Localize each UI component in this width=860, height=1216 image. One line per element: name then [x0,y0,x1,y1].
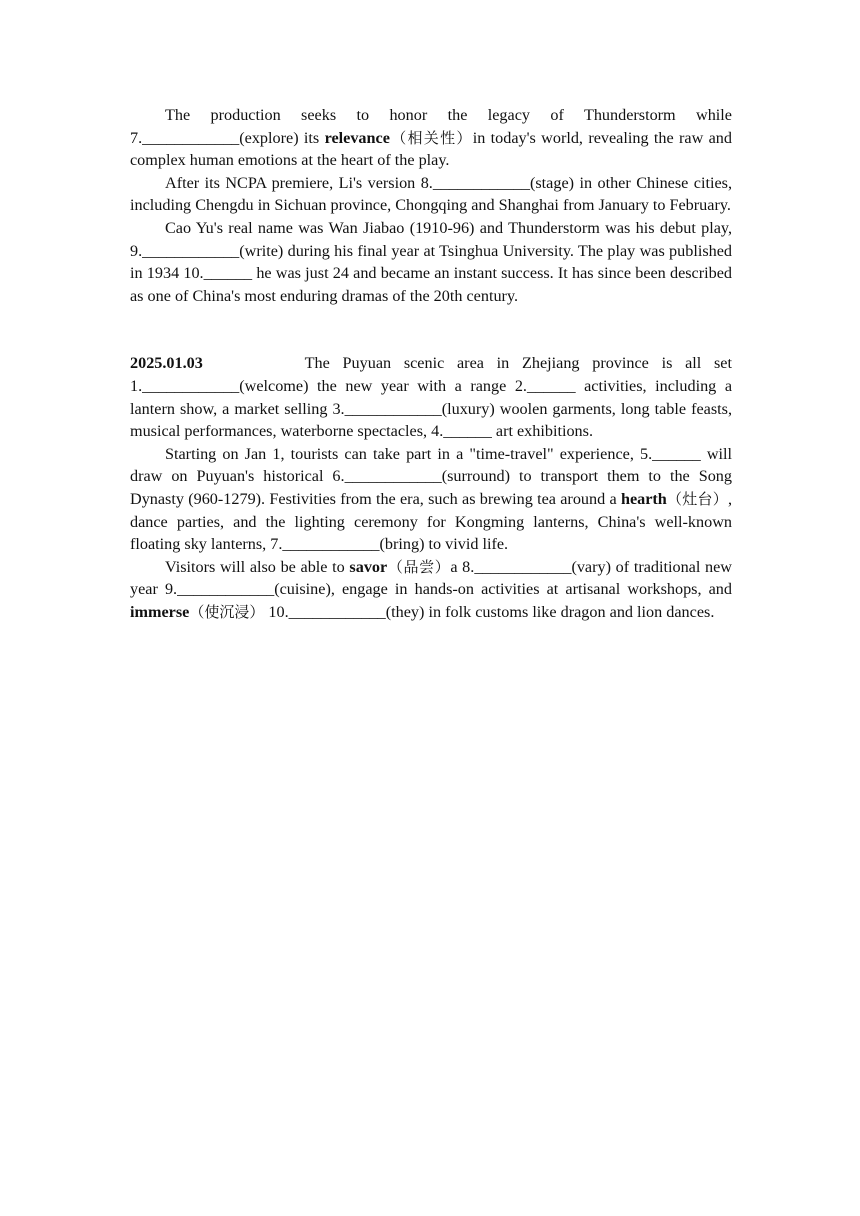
text-run: a 8.____________(vary) of traditional new year 9.____________(cuisine), engage in hands-on activities at artisanal workshops, and [130,557,732,599]
text-run: , dance parties, and the lighting ceremony for Kongming lanterns, China's well-known floating sky lanterns, 7.____________(bring) to vivid life. [130,489,732,554]
section-gap [130,307,732,352]
text-run: Visitors will also be able to [165,557,350,576]
text-run: in today's world, revealing the raw and complex human emotions at the heart of the play. [130,128,732,170]
text-run: Starting on Jan 1, tourists can take part in a "time-travel" experience, 5.______ will draw on Puyuan's historical 6.____________(surround) to transport them to the Song Dynasty (960-1279). Festivities from the era, such as brewing tea around a [130,444,732,508]
date-label: 2025.01.03 [130,354,203,373]
vocab-term: relevance [324,128,390,147]
paragraph-p2-2 [130,443,732,556]
text-run: The production seeks to honor the legacy of Thunderstorm while 7.____________(explore) its [130,106,732,147]
text-run: 10.____________(they) in folk customs like dragon and lion dances. [264,602,715,621]
vocab-term: hearth [620,489,667,508]
paragraph-p1-1 [130,104,732,172]
vocab-term: savor [349,557,388,576]
paragraph-p2-3 [130,556,732,624]
chinese-gloss: （灶台） [666,489,728,508]
text-run: The Puyuan scenic area in Zhejiang province is all set 1.____________(welcome) the new year with a range 2.______ activities, including a lantern show, a market selling 3.____________(luxury) woolen garments, long table feasts, musical performances, waterborne spectacles, 4.______ art exhibitions. [130,354,732,441]
paragraph-p1-3: Cao Yu's real name was Wan Jiabao (1910-96) and Thunderstorm was his debut play, 9.____________(write) during his final year at Tsinghua University. The play was published in 1934 10.______ he was just 24 and became an instant success. It has since been described as one of China's most enduring dramas of the 20th century. [130,218,732,305]
paragraph-p2-1 [130,352,732,442]
chinese-gloss: （品尝） [387,557,451,576]
vocab-term: immerse [130,602,190,621]
paragraph-p1-2: After its NCPA premiere, Li's version 8.____________(stage) in other Chinese cities, including Chengdu in Sichuan province, Chongqing and Shanghai from January to February. [130,173,732,215]
document-page [130,104,732,623]
chinese-gloss: （相关性） [389,128,473,147]
chinese-gloss: （使沉浸） [189,602,265,621]
